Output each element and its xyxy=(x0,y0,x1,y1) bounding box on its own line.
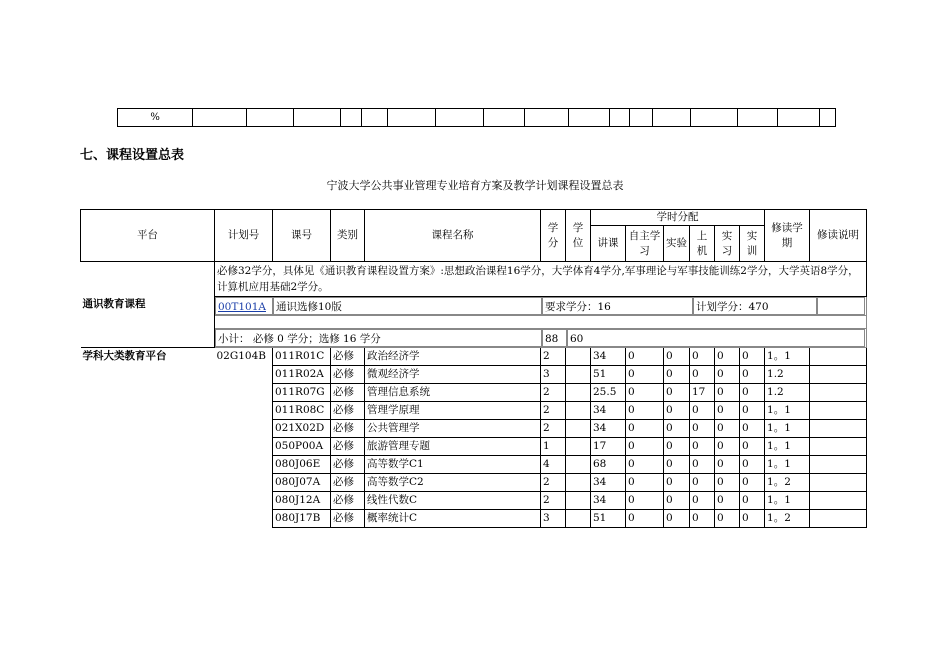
header-plan-no: 计划号 xyxy=(215,210,273,262)
lecture-hours: 34 xyxy=(591,420,626,438)
training-hours: 0 xyxy=(740,366,765,384)
course-name: 高等数学C2 xyxy=(365,474,541,492)
self-study-hours: 0 xyxy=(626,420,664,438)
course-code: 080J06E xyxy=(273,456,331,474)
plan-link[interactable]: 00T101A xyxy=(218,301,266,313)
course-type: 必修 xyxy=(331,510,365,528)
percent-cell: % xyxy=(118,109,193,127)
study-note xyxy=(810,492,867,510)
course-name: 微观经济学 xyxy=(365,366,541,384)
self-study-hours: 0 xyxy=(626,510,664,528)
practice-hours: 0 xyxy=(715,474,740,492)
course-type: 必修 xyxy=(331,438,365,456)
section-heading: 七、课程设置总表 xyxy=(80,148,185,163)
course-credits: 1 xyxy=(541,438,566,456)
header-self-study: 自主学习 xyxy=(626,226,664,262)
training-hours: 0 xyxy=(740,474,765,492)
practice-hours: 0 xyxy=(715,402,740,420)
course-degree xyxy=(566,492,591,510)
study-term: 1。1 xyxy=(765,402,810,420)
computer-hours: 0 xyxy=(690,474,715,492)
study-note xyxy=(810,402,867,420)
experiment-hours: 0 xyxy=(664,510,690,528)
course-code: 050P00A xyxy=(273,438,331,456)
lecture-hours: 34 xyxy=(591,492,626,510)
course-credits: 2 xyxy=(541,348,566,366)
course-type: 必修 xyxy=(331,474,365,492)
practice-hours: 0 xyxy=(715,438,740,456)
header-hours-group: 学时分配 xyxy=(591,210,765,226)
course-credits: 3 xyxy=(541,510,566,528)
document-title: 宁波大学公共事业管理专业培育方案及教学计划课程设置总表 xyxy=(326,179,624,192)
training-hours: 0 xyxy=(740,420,765,438)
course-code: 080J17B xyxy=(273,510,331,528)
computer-hours: 0 xyxy=(690,456,715,474)
study-note xyxy=(810,438,867,456)
study-term: 1。1 xyxy=(765,456,810,474)
course-credits: 2 xyxy=(541,492,566,510)
header-row xyxy=(81,210,867,226)
study-term: 1.2 xyxy=(765,366,810,384)
lecture-hours: 17 xyxy=(591,438,626,456)
practice-hours: 0 xyxy=(715,510,740,528)
experiment-hours: 0 xyxy=(664,384,690,402)
course-name: 政治经济学 xyxy=(365,348,541,366)
header-degree: 学位 xyxy=(566,210,591,262)
course-credits: 4 xyxy=(541,456,566,474)
study-note xyxy=(810,474,867,492)
top-partial-table xyxy=(117,108,836,127)
table-row xyxy=(81,348,867,366)
lecture-hours: 34 xyxy=(591,348,626,366)
computer-hours: 0 xyxy=(690,420,715,438)
study-term: 1。1 xyxy=(765,348,810,366)
header-course-name: 课程名称 xyxy=(365,210,541,262)
training-hours: 0 xyxy=(740,492,765,510)
course-type: 必修 xyxy=(331,348,365,366)
training-hours: 0 xyxy=(740,384,765,402)
course-code: 011R08C xyxy=(273,402,331,420)
practice-hours: 0 xyxy=(715,366,740,384)
computer-hours: 0 xyxy=(690,492,715,510)
experiment-hours: 0 xyxy=(664,420,690,438)
header-category: 类别 xyxy=(331,210,365,262)
header-training: 实训 xyxy=(740,226,765,262)
course-table xyxy=(80,209,867,528)
course-type: 必修 xyxy=(331,492,365,510)
study-term: 1。2 xyxy=(765,474,810,492)
general-ed-row xyxy=(81,262,867,297)
header-platform: 平台 xyxy=(81,210,215,262)
course-type: 必修 xyxy=(331,420,365,438)
course-degree xyxy=(566,456,591,474)
training-hours: 0 xyxy=(740,402,765,420)
lecture-hours: 34 xyxy=(591,474,626,492)
experiment-hours: 0 xyxy=(664,474,690,492)
self-study-hours: 0 xyxy=(626,366,664,384)
training-hours: 0 xyxy=(740,438,765,456)
study-term: 1.2 xyxy=(765,384,810,402)
subtotal-text: 小计： 必修 0 学分；选修 16 学分 xyxy=(215,329,542,347)
subtotal-credits: 88 xyxy=(542,329,567,347)
study-term: 1。1 xyxy=(765,492,810,510)
course-degree xyxy=(566,384,591,402)
practice-hours: 0 xyxy=(715,348,740,366)
discipline-plan-no: 02G104B xyxy=(216,350,267,362)
general-ed-note: 必修32学分，具体见《通识教育课程设置方案》:思想政治课程16学分，大学体育4学分,军事理论与军事技能训练2学分，大学英语8学分，计算机应用基础2学分。 xyxy=(215,262,867,297)
course-type: 必修 xyxy=(331,384,365,402)
self-study-hours: 0 xyxy=(626,438,664,456)
practice-hours: 0 xyxy=(715,384,740,402)
course-name: 旅游管理专题 xyxy=(365,438,541,456)
study-note xyxy=(810,456,867,474)
header-lecture: 讲课 xyxy=(591,226,626,262)
header-study-note: 修读说明 xyxy=(810,210,867,262)
lecture-hours: 25.5 xyxy=(591,384,626,402)
self-study-hours: 0 xyxy=(626,402,664,420)
practice-hours: 0 xyxy=(715,420,740,438)
course-code: 021X02D xyxy=(273,420,331,438)
course-code: 011R07G xyxy=(273,384,331,402)
experiment-hours: 0 xyxy=(664,366,690,384)
required-credits: 要求学分：16 xyxy=(542,297,693,315)
experiment-hours: 0 xyxy=(664,348,690,366)
course-name: 公共管理学 xyxy=(365,420,541,438)
course-name: 高等数学C1 xyxy=(365,456,541,474)
study-note xyxy=(810,510,867,528)
training-hours: 0 xyxy=(740,348,765,366)
study-note xyxy=(810,420,867,438)
elective-name: 通识选修10版 xyxy=(273,297,542,315)
self-study-hours: 0 xyxy=(626,384,664,402)
plan-credits: 计划学分：470 xyxy=(693,297,817,315)
course-degree xyxy=(566,510,591,528)
study-term: 1。1 xyxy=(765,438,810,456)
self-study-hours: 0 xyxy=(626,456,664,474)
course-degree xyxy=(566,420,591,438)
header-credits: 学分 xyxy=(541,210,566,262)
computer-hours: 0 xyxy=(690,510,715,528)
course-degree xyxy=(566,474,591,492)
computer-hours: 0 xyxy=(690,402,715,420)
computer-hours: 0 xyxy=(690,438,715,456)
general-ed-platform: 通识教育课程 xyxy=(81,262,215,348)
course-name: 管理学原理 xyxy=(365,402,541,420)
course-name: 概率统计C xyxy=(365,510,541,528)
study-term: 1。1 xyxy=(765,420,810,438)
practice-hours: 0 xyxy=(715,456,740,474)
experiment-hours: 0 xyxy=(664,402,690,420)
course-type: 必修 xyxy=(331,456,365,474)
computer-hours: 0 xyxy=(690,348,715,366)
course-code: 011R02A xyxy=(273,366,331,384)
course-code: 080J12A xyxy=(273,492,331,510)
table-row xyxy=(118,109,836,127)
experiment-hours: 0 xyxy=(664,456,690,474)
study-note xyxy=(810,384,867,402)
study-note xyxy=(810,366,867,384)
course-credits: 2 xyxy=(541,402,566,420)
header-experiment: 实验 xyxy=(664,226,690,262)
subtotal-hours: 60 xyxy=(567,329,865,347)
course-credits: 2 xyxy=(541,420,566,438)
course-type: 必修 xyxy=(331,402,365,420)
practice-hours: 0 xyxy=(715,492,740,510)
course-credits: 3 xyxy=(541,366,566,384)
self-study-hours: 0 xyxy=(626,348,664,366)
experiment-hours: 0 xyxy=(664,438,690,456)
course-name: 线性代数C xyxy=(365,492,541,510)
lecture-hours: 51 xyxy=(591,366,626,384)
study-note xyxy=(810,348,867,366)
training-hours: 0 xyxy=(740,456,765,474)
course-degree xyxy=(566,348,591,366)
header-study-period: 修读学期 xyxy=(765,210,810,262)
course-code: 080J07A xyxy=(273,474,331,492)
course-name: 管理信息系统 xyxy=(365,384,541,402)
course-type: 必修 xyxy=(331,366,365,384)
course-credits: 2 xyxy=(541,474,566,492)
header-practice: 实习 xyxy=(715,226,740,262)
discipline-platform: 学科大类教育平台 xyxy=(82,350,167,362)
course-code: 011R01C xyxy=(273,348,331,366)
self-study-hours: 0 xyxy=(626,492,664,510)
self-study-hours: 0 xyxy=(626,474,664,492)
lecture-hours: 34 xyxy=(591,402,626,420)
experiment-hours: 0 xyxy=(664,492,690,510)
lecture-hours: 51 xyxy=(591,510,626,528)
header-course-no: 课号 xyxy=(273,210,331,262)
lecture-hours: 68 xyxy=(591,456,626,474)
study-term: 1。2 xyxy=(765,510,810,528)
computer-hours: 17 xyxy=(690,384,715,402)
computer-hours: 0 xyxy=(690,366,715,384)
course-degree xyxy=(566,402,591,420)
course-degree xyxy=(566,438,591,456)
course-credits: 2 xyxy=(541,384,566,402)
training-hours: 0 xyxy=(740,510,765,528)
header-computer: 上机 xyxy=(690,226,715,262)
course-degree xyxy=(566,366,591,384)
